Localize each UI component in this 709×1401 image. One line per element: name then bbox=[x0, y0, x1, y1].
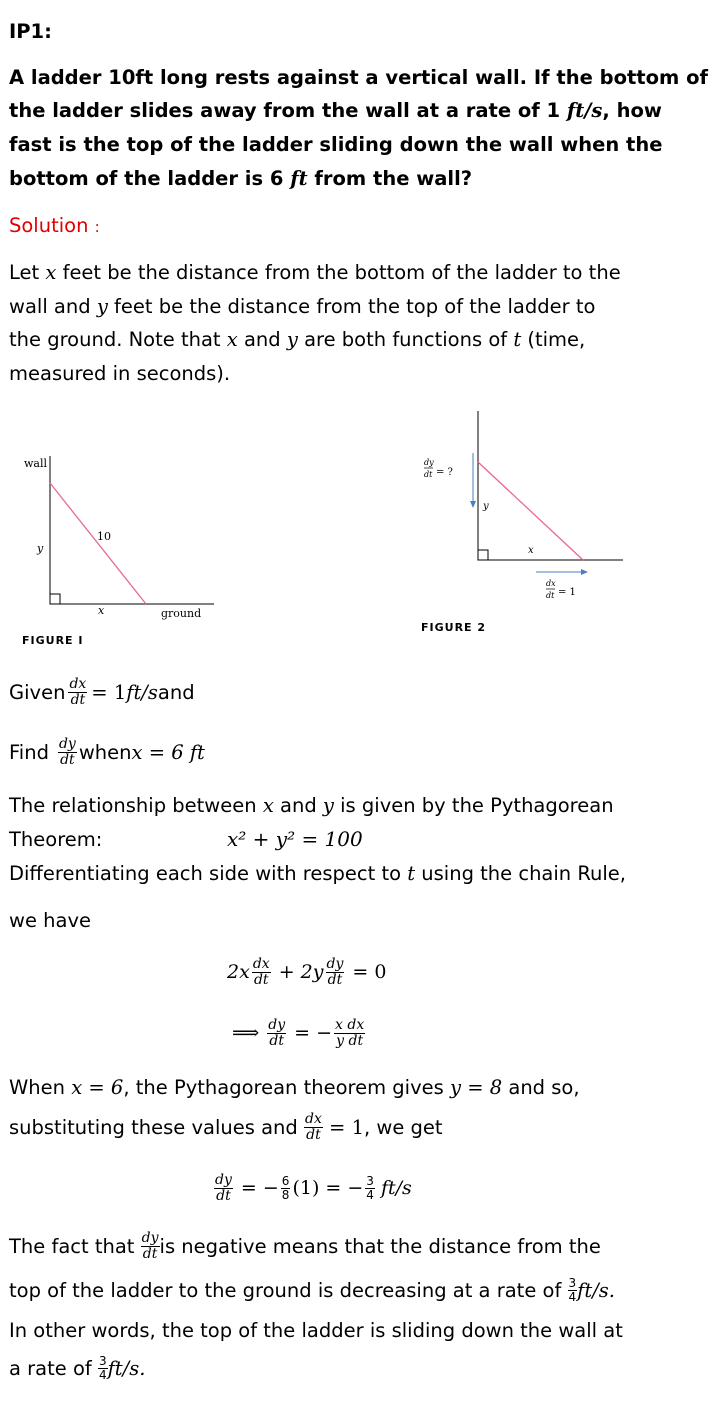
eq2-num-1: dy bbox=[268, 1016, 286, 1033]
fig1-right-angle bbox=[50, 594, 60, 604]
var-x: x bbox=[45, 261, 57, 284]
figure-1-caption: FIGURE I bbox=[22, 634, 84, 647]
fact-rate-den: 4 bbox=[568, 1289, 577, 1304]
figure-2-caption: FIGURE 2 bbox=[421, 621, 487, 634]
eq3-den-1: dt bbox=[216, 1187, 231, 1204]
rel-text: The relationship between bbox=[9, 794, 263, 817]
eq1-term-a: 2x bbox=[227, 961, 250, 983]
fact-text: The fact that bbox=[9, 1234, 141, 1258]
eq3-middle: (1) = − bbox=[292, 1177, 364, 1199]
intro-text: (time, bbox=[521, 328, 586, 351]
fig2-right-arrowhead bbox=[581, 569, 588, 575]
problem-line-3: fast is the top of the ladder sliding down the wall when the bbox=[9, 133, 663, 156]
given-den: dt bbox=[70, 691, 86, 708]
fact-text: a rate of bbox=[9, 1356, 98, 1380]
pythagorean-equation: x² + y² = 100 bbox=[227, 827, 363, 851]
find-line bbox=[9, 732, 205, 772]
diff-text: using the chain Rule, bbox=[415, 862, 626, 885]
fig1-ladder bbox=[50, 483, 146, 604]
problem-line-1: A ladder 10ft long rests against a vertical wall. If the bottom of bbox=[9, 66, 709, 89]
rate-unit: ft/s bbox=[566, 99, 603, 122]
eq3-num-3: 3 bbox=[366, 1173, 374, 1188]
when-line-1 bbox=[9, 1076, 580, 1099]
find-fraction bbox=[58, 737, 77, 767]
fact-line-4 bbox=[9, 1348, 145, 1388]
intro-text: Let bbox=[9, 261, 46, 284]
when-fraction bbox=[304, 1112, 323, 1142]
var-t: t bbox=[513, 328, 522, 351]
eq3-unit: ft/s bbox=[374, 1177, 412, 1199]
var-x: x bbox=[226, 328, 238, 351]
eq1-den-2: dt bbox=[327, 971, 343, 988]
intro-line-3 bbox=[9, 328, 585, 351]
figure-1 bbox=[0, 440, 240, 660]
fact-line-1 bbox=[9, 1224, 601, 1268]
eq2-fraction-2 bbox=[334, 1018, 365, 1048]
fact-line-3: In other words, the top of the ladder is sliding down the wall at bbox=[9, 1319, 623, 1342]
eq1-term-c: = 0 bbox=[346, 961, 387, 983]
fig2-dx-value: = 1 bbox=[558, 587, 576, 598]
figure-2 bbox=[400, 405, 630, 615]
eq2-fraction-1 bbox=[267, 1018, 286, 1048]
fig2-right-angle bbox=[478, 550, 488, 560]
intro-text: feet be the distance from the top of the ladder to bbox=[107, 295, 596, 318]
given-eq: = 1 bbox=[91, 680, 127, 704]
eq3-den-2: 8 bbox=[281, 1187, 290, 1202]
var-y: y bbox=[96, 295, 108, 318]
when-text: , we get bbox=[364, 1115, 443, 1139]
eq2-den-2: y dt bbox=[336, 1032, 364, 1049]
intro-line-1 bbox=[9, 261, 621, 284]
var-x: x bbox=[262, 794, 274, 817]
fig1-y-label: y bbox=[37, 542, 44, 555]
when-x-value: x = 6 bbox=[71, 1076, 124, 1099]
when-num: dx bbox=[305, 1110, 322, 1127]
eq3-num-2: 6 bbox=[281, 1173, 290, 1188]
eq3-den-3: 4 bbox=[366, 1187, 374, 1202]
given-unit: ft/s bbox=[126, 680, 158, 704]
fig2-dx-num: dx bbox=[546, 579, 556, 588]
fig2-x-label: x bbox=[528, 545, 534, 556]
given-word: Given bbox=[9, 680, 66, 704]
fig1-ground-label: ground bbox=[161, 607, 202, 620]
equation-differentiated bbox=[227, 950, 386, 994]
intro-text: and bbox=[237, 328, 287, 351]
eq1-num-2: dy bbox=[326, 955, 344, 972]
given-line bbox=[9, 672, 195, 712]
fact-text: is negative means that the distance from the bbox=[159, 1234, 601, 1258]
solution-label bbox=[9, 214, 100, 237]
fact-rate-fraction bbox=[568, 1277, 578, 1303]
var-t: t bbox=[407, 862, 416, 885]
problem-line-4 bbox=[9, 167, 472, 190]
when-text: and so, bbox=[502, 1076, 580, 1099]
eq2-num-2: x dx bbox=[335, 1016, 365, 1033]
problem-line-2 bbox=[9, 99, 662, 122]
problem-line-2-text: the ladder slides away from the wall at a rate of 1 bbox=[9, 99, 567, 122]
find-den: dt bbox=[60, 751, 75, 768]
given-fraction bbox=[68, 677, 87, 707]
relationship-line-2: Theorem: bbox=[9, 828, 103, 851]
rel-text: is given by the Pythagorean bbox=[333, 794, 614, 817]
fig2-dy-value: = ? bbox=[436, 467, 453, 478]
implies-arrow: ⟹ bbox=[232, 1022, 260, 1044]
fact-line-2 bbox=[9, 1270, 615, 1310]
find-word: Find bbox=[9, 740, 49, 764]
fact-fraction bbox=[141, 1231, 160, 1261]
eq3-fraction-2 bbox=[281, 1175, 291, 1201]
intro-text: the ground. Note that bbox=[9, 328, 227, 351]
intro-text: wall and bbox=[9, 295, 97, 318]
when-text: , the Pythagorean theorem gives bbox=[123, 1076, 450, 1099]
intro-text: are both functions of bbox=[297, 328, 514, 351]
dist-unit: ft bbox=[290, 167, 308, 190]
var-y: y bbox=[286, 328, 298, 351]
when-y-value: y = 8 bbox=[450, 1076, 503, 1099]
intro-line-2 bbox=[9, 295, 595, 318]
find-when: when bbox=[78, 740, 132, 764]
rel-text: and bbox=[273, 794, 323, 817]
problem-label: IP1: bbox=[9, 20, 52, 43]
fig2-down-arrowhead bbox=[470, 501, 476, 508]
find-unit: ft bbox=[189, 740, 205, 764]
eq3-fraction-3 bbox=[365, 1175, 375, 1201]
fact-rate-num: 3 bbox=[568, 1275, 577, 1290]
eq1-fraction-2 bbox=[326, 957, 345, 987]
given-num: dx bbox=[69, 675, 87, 692]
solution-word: Solution bbox=[9, 214, 89, 237]
equation-result bbox=[214, 1165, 412, 1211]
fact-den: dt bbox=[142, 1245, 158, 1262]
fact-rate-unit: ft/s. bbox=[577, 1278, 615, 1302]
intro-line-4: measured in seconds). bbox=[9, 362, 231, 385]
fact-text: top of the ladder to the ground is decreasing at a rate of bbox=[9, 1278, 568, 1302]
when-line-2 bbox=[9, 1105, 443, 1149]
when-rate: = 1 bbox=[322, 1115, 365, 1139]
equation-solved bbox=[232, 1010, 365, 1056]
differentiating-line-1 bbox=[9, 862, 626, 885]
when-text: substituting these values and bbox=[9, 1115, 304, 1139]
fig1-length-label: 10 bbox=[97, 530, 111, 543]
var-y: y bbox=[322, 794, 334, 817]
find-num: dy bbox=[58, 735, 76, 752]
differentiating-line-2: we have bbox=[9, 909, 91, 932]
final-rate-den: 4 bbox=[98, 1367, 107, 1382]
eq3-fraction-1 bbox=[214, 1173, 233, 1203]
problem-line-4-text: bottom of the ladder is 6 bbox=[9, 167, 291, 190]
eq1-fraction-1 bbox=[252, 957, 271, 987]
fig2-y-label: y bbox=[483, 501, 489, 512]
final-rate-num: 3 bbox=[98, 1353, 107, 1368]
eq2-den-1: dt bbox=[269, 1032, 284, 1049]
fig2-dx-den: dt bbox=[546, 591, 555, 600]
relationship-line-1 bbox=[9, 794, 614, 817]
fig2-dy-den: dt bbox=[424, 470, 433, 479]
eq1-term-b: + 2y bbox=[272, 961, 324, 983]
intro-text: feet be the distance from the bottom of the ladder to the bbox=[56, 261, 621, 284]
solution-colon: : bbox=[94, 218, 100, 236]
eq3-num-1: dy bbox=[215, 1171, 232, 1188]
problem-line-4-tail: from the wall? bbox=[307, 167, 473, 190]
when-text: When bbox=[9, 1076, 72, 1099]
rate-suffix: , how bbox=[602, 99, 662, 122]
find-expr: x = 6 bbox=[131, 740, 190, 764]
eq1-den-1: dt bbox=[253, 971, 269, 988]
eq3-equals: = − bbox=[234, 1177, 279, 1199]
final-rate-unit: ft/s. bbox=[107, 1356, 146, 1380]
when-den: dt bbox=[306, 1126, 321, 1143]
eq2-equals: = − bbox=[288, 1022, 333, 1044]
fig2-dy-num: dy bbox=[424, 458, 434, 467]
final-rate-fraction bbox=[98, 1355, 108, 1381]
fig1-x-label: x bbox=[98, 604, 105, 617]
given-and: and bbox=[157, 680, 195, 704]
diff-text: Differentiating each side with respect to bbox=[9, 862, 408, 885]
fig1-wall-label: wall bbox=[24, 457, 48, 470]
eq1-num-1: dx bbox=[252, 955, 270, 972]
fact-num: dy bbox=[141, 1229, 159, 1246]
